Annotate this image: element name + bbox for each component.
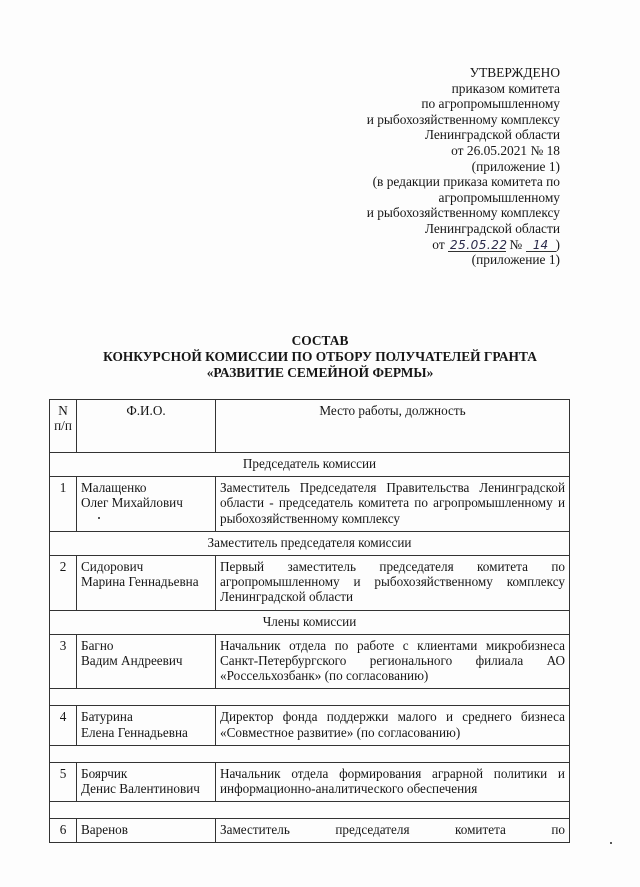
header-position-text: Место работы, должность <box>319 403 466 418</box>
row-gap <box>50 745 570 762</box>
header-name-text: Ф.И.О. <box>126 403 166 418</box>
approval-line: (в редакции приказа комитета по <box>372 174 560 190</box>
row-position: Директор фонда поддержки малого и среднего бизнеса «Совместное развитие» (по согласованию) <box>216 706 570 745</box>
handwritten-date: 25.05.22 <box>450 237 508 252</box>
row-name: Малащенко Олег Михайлович <box>77 477 216 532</box>
approval-line: (приложение 1) <box>471 158 560 174</box>
title-line: СОСТАВ <box>291 333 349 348</box>
table-row <box>50 819 570 843</box>
section-chair: Председатель комиссии <box>50 453 570 477</box>
row-gap <box>50 802 570 819</box>
header-num-text: N п/п <box>54 403 72 434</box>
row-name: Сидорович Марина Геннадьевна <box>77 556 216 611</box>
row-num: 6 <box>50 819 77 843</box>
row-num: 4 <box>50 706 77 745</box>
approval-line: по агропромышленному <box>421 96 560 112</box>
row-name: Варенов <box>77 819 216 843</box>
row-num: 3 <box>50 634 77 689</box>
appendix-note: (приложение 1) <box>471 252 560 268</box>
row-name: Батурина Елена Геннадьевна <box>77 706 216 745</box>
row-position: Начальник отдела по работе с клиентами микробизнеса Санкт-Петербургского регионального филиала АО «Россельхозбанк» (по согласованию) <box>216 634 570 689</box>
table-header-row <box>50 400 570 453</box>
number-sign: № <box>509 236 523 252</box>
row-position-text: Заместитель председателя комитета по <box>220 822 565 838</box>
title-line: КОНКУРСНОЙ КОМИССИИ ПО ОТБОРУ ПОЛУЧАТЕЛЕЙ ГРАНТА <box>103 349 537 364</box>
approval-line: от 26.05.2021 № 18 <box>451 142 560 158</box>
table-row <box>50 477 570 532</box>
approval-line: и рыбохозяйственному комплексу <box>366 111 560 127</box>
section-members: Члены комиссии <box>50 610 570 634</box>
section-row <box>50 610 570 634</box>
row-gap <box>50 689 570 706</box>
document-title <box>50 333 590 381</box>
amendment-prefix: от <box>432 236 445 252</box>
amendment-close: ) <box>555 236 560 252</box>
row-position: Первый заместитель председателя комитета по агропромышленному и рыбохозяйственному комплексу Ленинградской области <box>216 556 570 611</box>
header-name <box>77 400 216 453</box>
section-row <box>50 531 570 555</box>
table-row <box>50 556 570 611</box>
approval-line: УТВЕРЖДЕНО <box>469 65 560 80</box>
approval-line: Ленинградской области <box>424 220 560 236</box>
handwritten-number: 14 <box>526 239 556 252</box>
scan-speck <box>610 842 612 844</box>
section-row <box>50 453 570 477</box>
title-line: «РАЗВИТИЕ СЕМЕЙНОЙ ФЕРМЫ» <box>206 365 434 380</box>
header-position <box>216 400 570 453</box>
approval-line: Ленинградской области <box>424 127 560 143</box>
row-position: Заместитель Председателя Правительства Ленинградской области - председатель комитета по агропромышленному и рыбохозяйственному комплексу <box>216 477 570 532</box>
row-name: Багно Вадим Андреевич <box>77 634 216 689</box>
table-row <box>50 762 570 801</box>
row-position: Начальник отдела формирования аграрной политики и информационно-аналитического обеспечения <box>216 762 570 801</box>
approval-line: и рыбохозяйственному комплексу <box>366 205 560 221</box>
approval-line: приказом комитета <box>451 80 560 96</box>
header-num <box>50 400 77 453</box>
commission-table <box>49 399 570 843</box>
table-row <box>50 634 570 689</box>
row-name: Боярчик Денис Валентинович <box>77 762 216 801</box>
amendment-line <box>280 237 560 253</box>
table-row <box>50 706 570 745</box>
row-num: 2 <box>50 556 77 611</box>
row-num: 5 <box>50 762 77 801</box>
row-position <box>216 819 570 843</box>
section-deputy: Заместитель председателя комиссии <box>50 531 570 555</box>
approval-block <box>280 65 560 268</box>
row-num: 1 <box>50 477 77 532</box>
approval-line: агропромышленному <box>438 189 560 205</box>
scan-speck <box>98 517 100 519</box>
